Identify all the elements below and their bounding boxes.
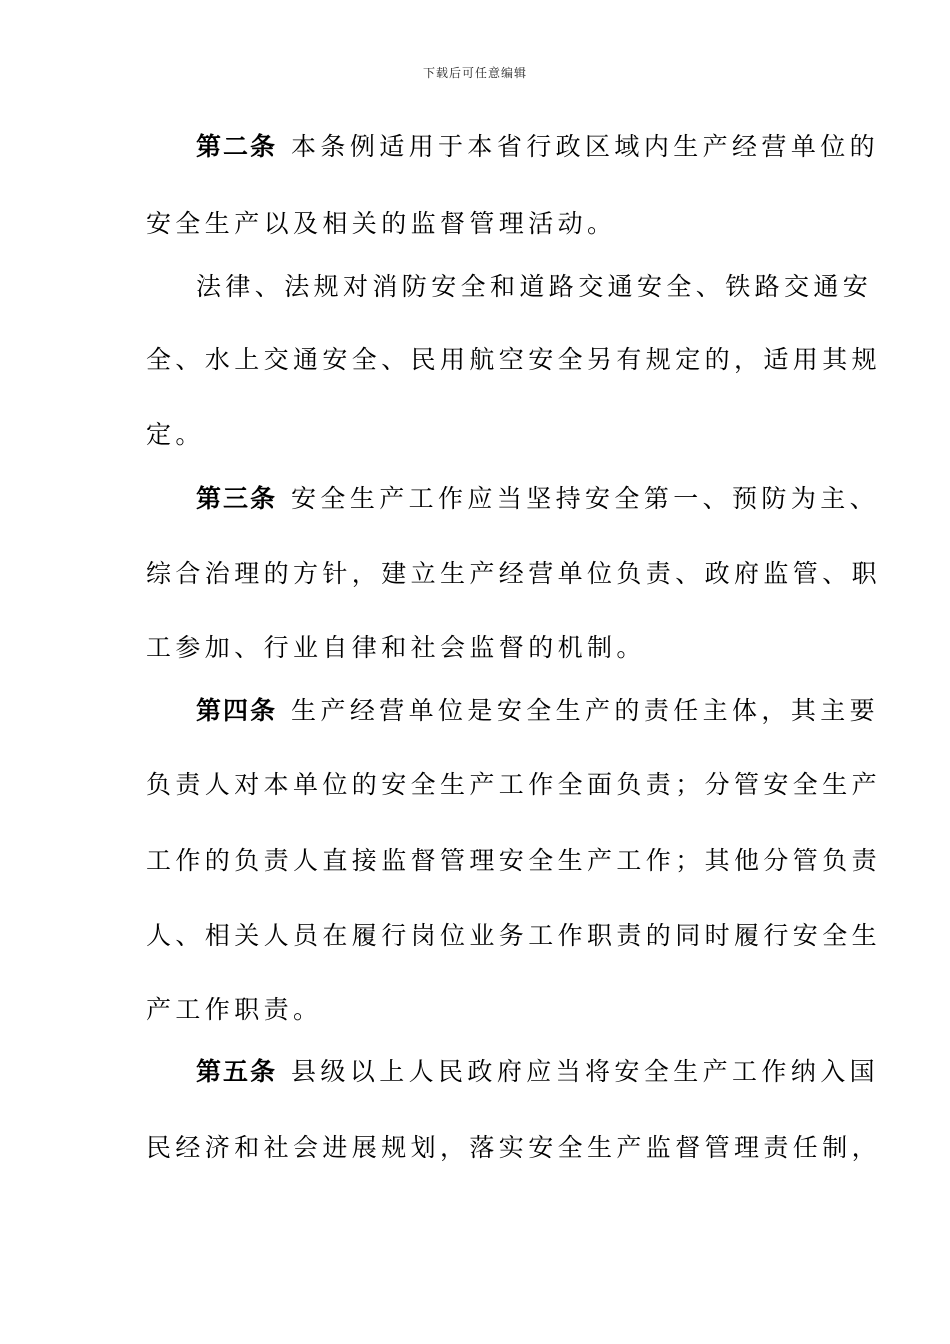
- article-5-line-2: [146, 1133, 881, 1163]
- line-text: 法律、法规对消防安全和道路交通安全、铁路交通安: [196, 272, 873, 301]
- line-text: 综合治理的方针，建立生产经营单位负责、政府监管、职: [146, 559, 882, 588]
- line-text: 县级以上人民政府应当将安全生产工作纳入国: [291, 1057, 880, 1086]
- line-text: 工参加、行业自律和社会监督的机制。: [146, 633, 646, 662]
- article-2-para-2-line-3: [146, 420, 205, 450]
- article-2-para-2-line-2: [146, 345, 881, 375]
- line-text: 负责人对本单位的安全生产工作全面负责；分管安全生产: [146, 770, 882, 799]
- line-text: 全、水上交通安全、民用航空安全另有规定的，适用其规: [146, 345, 882, 374]
- article-4-line-3: [146, 846, 881, 876]
- article-label: 第四条: [196, 696, 278, 725]
- page-header: 下载后可任意编辑: [422, 66, 527, 80]
- article-4-line-1: [196, 696, 879, 726]
- article-4-line-4: [146, 921, 881, 951]
- line-text: 民经济和社会进展规划，落实安全生产监督管理责任制，: [146, 1133, 882, 1162]
- article-label: 第二条: [196, 132, 278, 161]
- line-text: 工作的负责人直接监督管理安全生产工作；其他分管负责: [146, 846, 882, 875]
- article-3-line-3: [146, 633, 646, 663]
- line-text: 定。: [146, 420, 205, 449]
- line-text: 安全生产以及相关的监督管理活动。: [146, 209, 617, 238]
- article-4-line-5: [146, 995, 322, 1025]
- article-2-line-1: [196, 132, 879, 162]
- line-text: 本条例适用于本省行政区域内生产经营单位的: [291, 132, 880, 161]
- article-label: 第三条: [196, 484, 278, 513]
- line-text: 产工作职责。: [146, 995, 323, 1024]
- line-text: 人、相关人员在履行岗位业务工作职责的同时履行安全生: [146, 921, 882, 950]
- article-5-line-1: [196, 1057, 879, 1087]
- line-text: 生产经营单位是安全生产的责任主体，其主要: [291, 696, 880, 725]
- article-2-para-2-line-1: [196, 272, 872, 302]
- article-2-line-2: [146, 209, 616, 239]
- article-3-line-2: [146, 559, 881, 589]
- line-text: 安全生产工作应当坚持安全第一、预防为主、: [291, 484, 880, 513]
- article-4-line-2: [146, 770, 881, 800]
- article-label: 第五条: [196, 1057, 278, 1086]
- article-3-line-1: [196, 484, 879, 514]
